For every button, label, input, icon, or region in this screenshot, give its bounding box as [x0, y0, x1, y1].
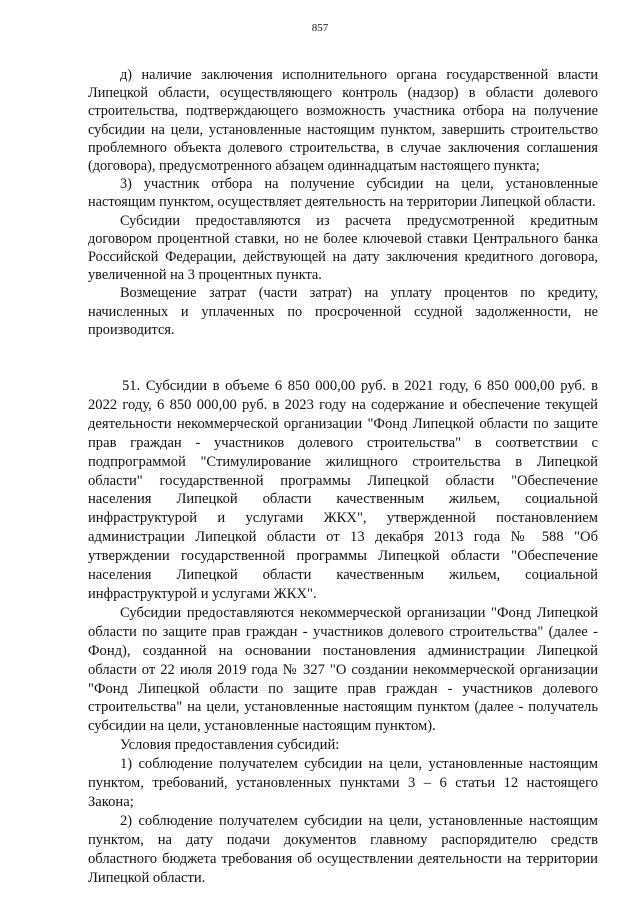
- page-number: 857: [311, 22, 329, 34]
- text-section-item-51: [88, 377, 598, 887]
- paragraph-condition-2: 2) соблюдение получателем субсидии на цели, установленные настоящим пунктом, на дату подачи документов главному распорядителю средств областного бюджета требования об осуществлении деятельности на территории Липецкой области.: [88, 812, 598, 886]
- paragraph-overdue-interest: Возмещение затрат (части затрат) на уплату процентов по кредиту, начисленных и уплаченных по просроченной ссудной задолженности, не производится.: [88, 285, 598, 338]
- paragraph-condition-1: 1) соблюдение получателем субсидии на цели, установленные настоящим пунктом, требований, установленных пунктами 3 – 6 статьи 12 настоящего Закона;: [88, 756, 598, 810]
- text-section-conditions: [88, 66, 598, 339]
- paragraph-item-3: 3) участник отбора на получение субсидии на цели, установленные настоящим пунктом, осуществляет деятельность на территории Липецкой области.: [88, 176, 598, 211]
- paragraph-interest-rate: Субсидии предоставляются из расчета предусмотренной кредитным договором процентной ставки, но не более ключевой ставки Центрального банка Российской Федерации, действующей на дату заключения кредитного договора, увеличенной на 3 процентных пункта.: [88, 212, 598, 284]
- paragraph-fund-recipient: Субсидии предоставляются некоммерческой организации "Фонд Липецкой области по защите прав граждан - участников долевого строительства" (далее - Фонд), созданной на основании постановления администрации Липецкой области от 22 июля 2019 года № 327 "О создании некоммерческой организации "Фонд Липецкой области по защите прав граждан - участников долевого строительства" на цели, установленные настоящим пунктом (далее - получатель субсидии на цели, установленные настоящим пунктом).: [88, 604, 598, 735]
- paragraph-conditions-heading: Условия предоставления субсидий:: [120, 737, 340, 754]
- paragraph-subitem-d: д) наличие заключения исполнительного органа государственной власти Липецкой области, осуществляющего контроль (надзор) в области долевого строительства, подтверждающего возможность участника отбора на получение субсидии на цели, установленные настоящим пунктом, завершить строительство проблемного объекта долевого строительства, в случае заключения соглашения (договора), предусмотренного абзацем одиннадцатым настоящего пункта;: [88, 67, 598, 175]
- paragraph-item-51: 51. Субсидии в объеме 6 850 000,00 руб. в 2021 году, 6 850 000,00 руб. в 2022 году, 6 850 000,00 руб. в 2023 году на содержание и обеспечение текущей деятельности некоммерческой организации "Фонд Липецкой области по защите прав граждан - участников долевого строительства" в соответствии с подпрограммой "Стимулирование жилищного строительства в Липецкой области" государственной программы Липецкой области "Обеспечение населения Липецкой области качественным жильем, социальной инфраструктурой и услугами ЖКХ", утвержденной постановлением администрации Липецкой области от 13 декабря 2013 года № 588 "Об утверждении государственной программы Липецкой области "Обеспечение населения Липецкой области качественным жильем, социальной инфраструктурой и услугами ЖКХ".: [88, 378, 598, 602]
